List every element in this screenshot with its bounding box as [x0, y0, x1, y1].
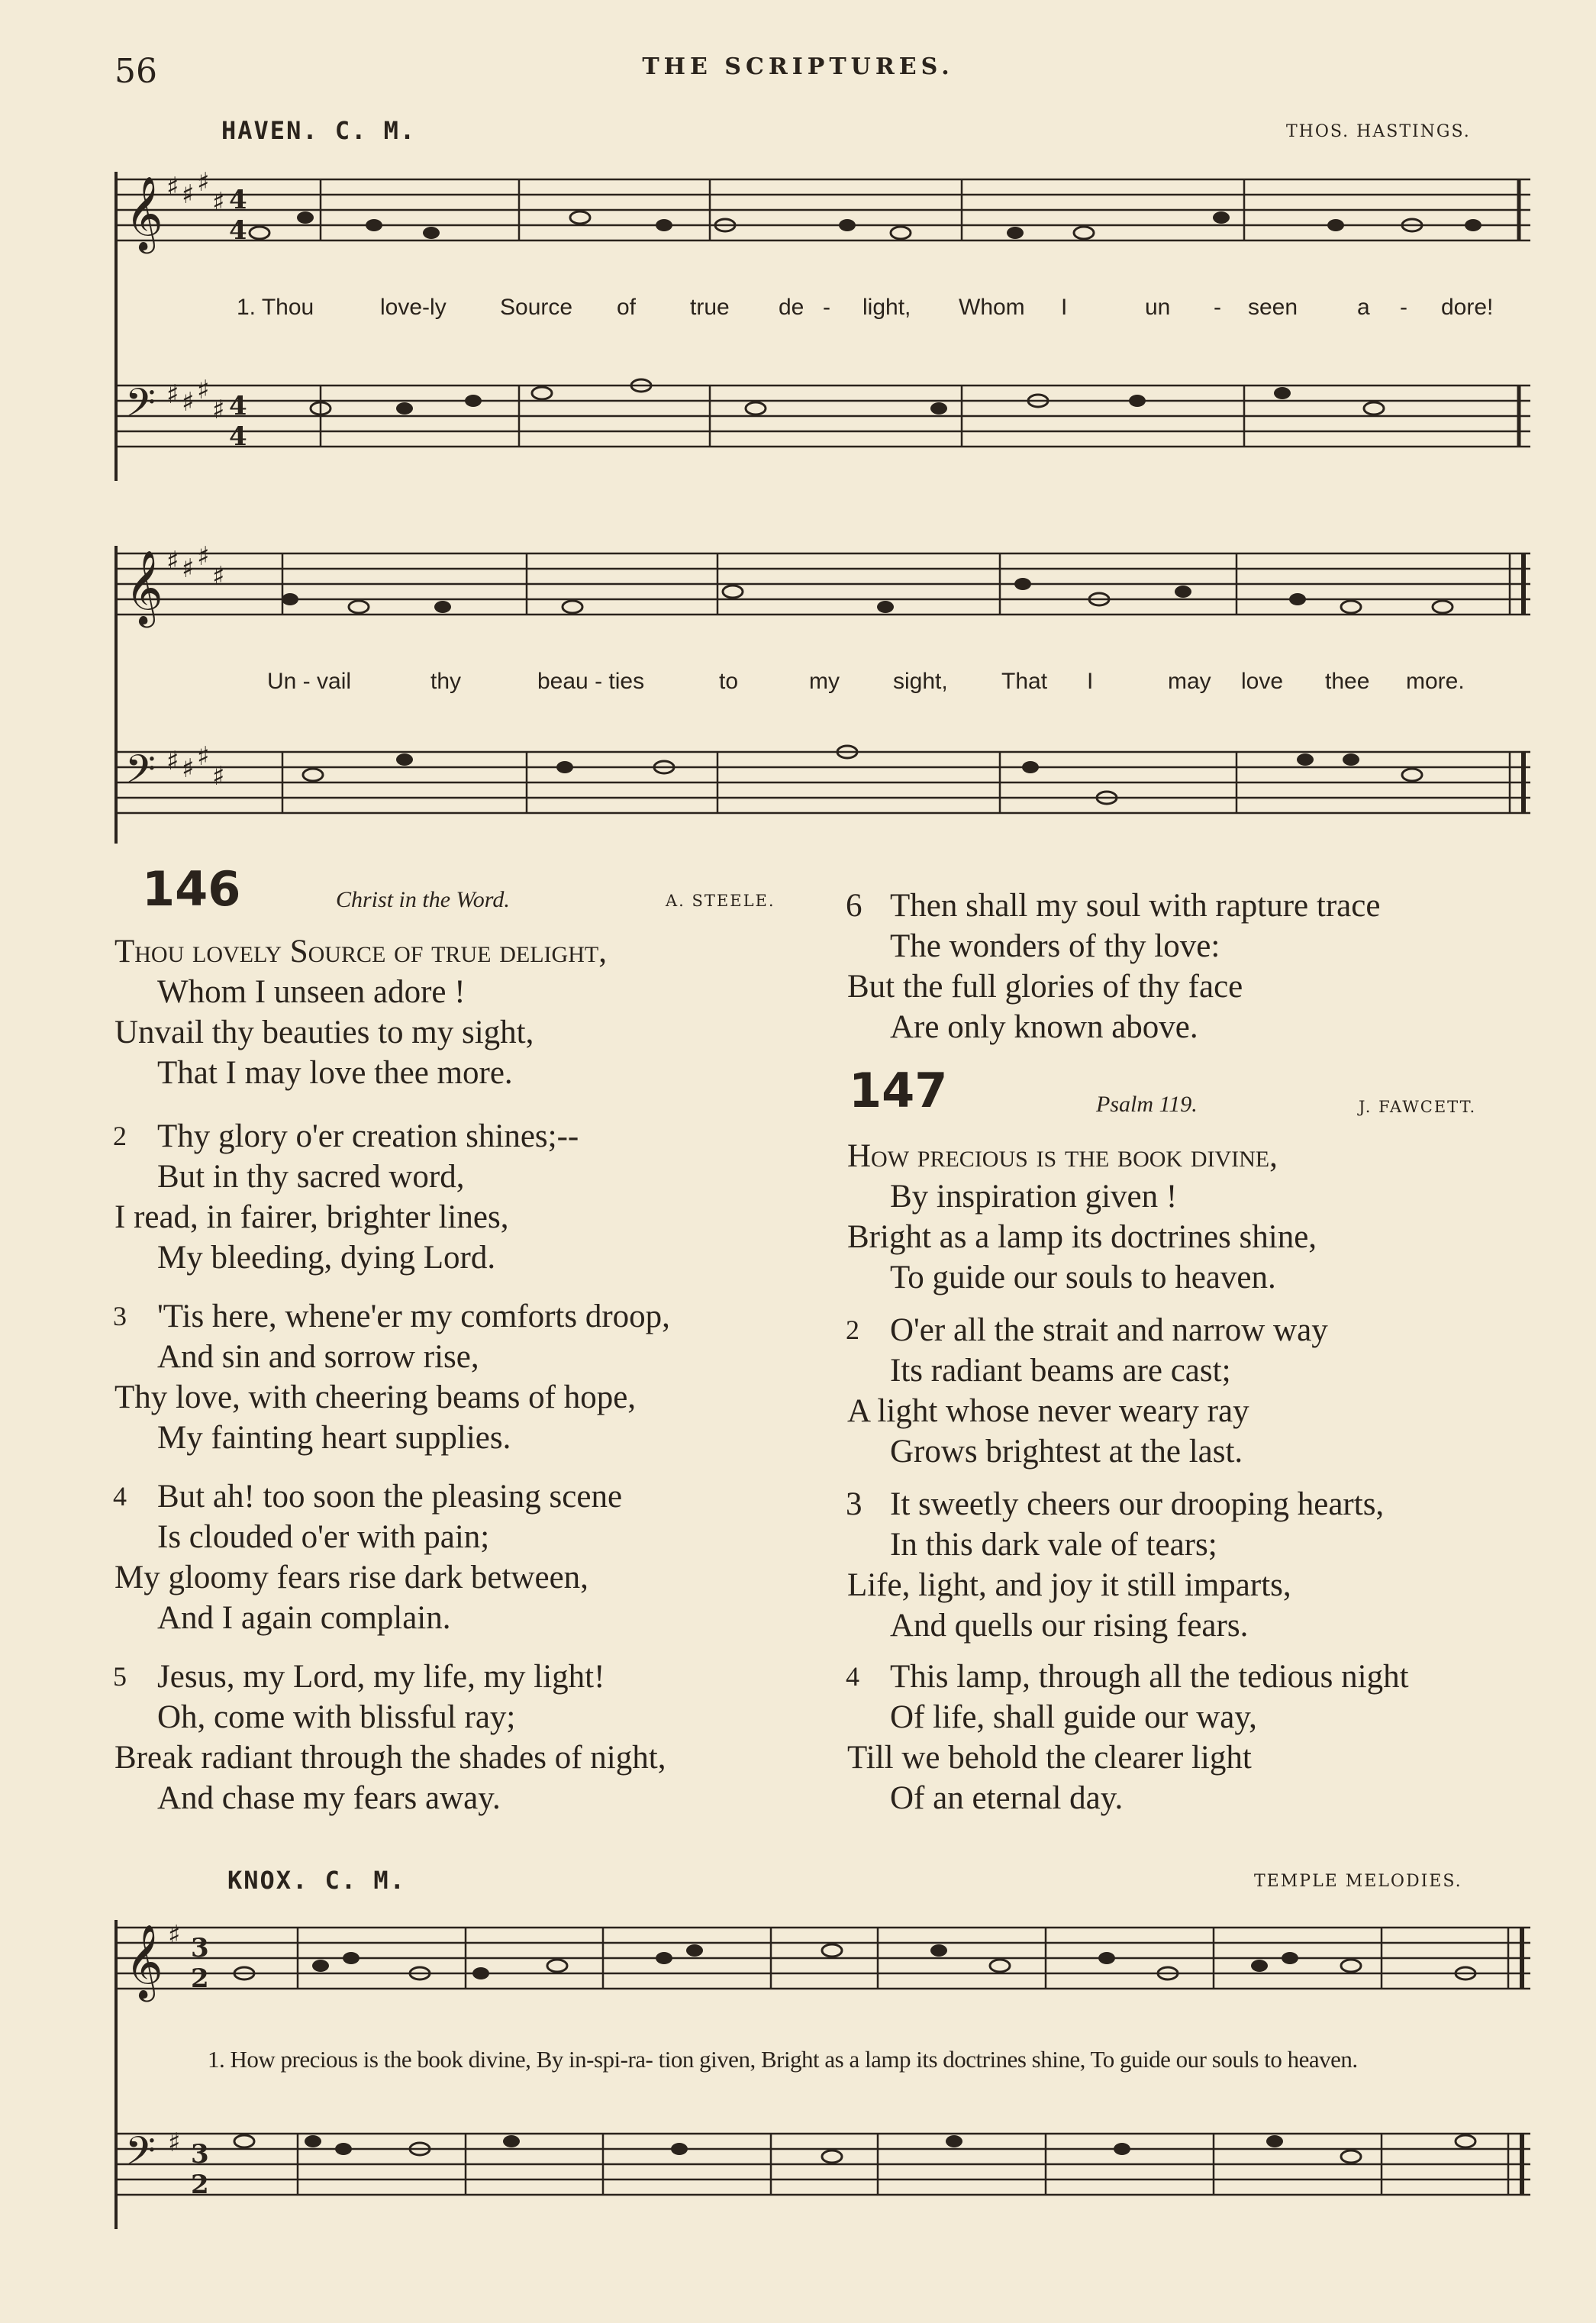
hymn146-stanza-1: [114, 931, 607, 1093]
verse-line: Whom I unseen adore !: [157, 974, 466, 1010]
stanza-number: 3: [113, 1301, 127, 1331]
lyric-syllable: more.: [1406, 669, 1465, 694]
svg-text:♯: ♯: [197, 167, 210, 198]
svg-text:♯: ♯: [166, 746, 179, 776]
lyric-syllable: thee: [1325, 669, 1370, 694]
verse-line: And I again complain.: [157, 1600, 451, 1636]
verse-line: My bleeding, dying Lord.: [157, 1240, 496, 1276]
svg-text:𝄞: 𝄞: [125, 1924, 163, 1999]
svg-text:𝄢: 𝄢: [125, 379, 156, 435]
svg-text:3: 3: [191, 1933, 209, 1963]
svg-text:♯: ♯: [166, 379, 179, 410]
svg-text:𝄞: 𝄞: [125, 550, 163, 624]
verse-line: It sweetly cheers our drooping hearts,: [890, 1486, 1385, 1522]
svg-text:4: 4: [229, 215, 247, 246]
lyric-syllable: to: [719, 669, 739, 694]
lyric-syllable: un: [1145, 295, 1171, 320]
lyric-syllable: light,: [862, 295, 911, 320]
verse-line: By inspiration given !: [890, 1179, 1178, 1215]
verse-line: Of life, shall guide our way,: [890, 1699, 1257, 1735]
hymn147-stanza-2: [847, 1310, 1328, 1472]
hymn146-stanza-2: [114, 1116, 579, 1278]
lyric-syllable: may: [1168, 669, 1211, 694]
lyric-syllable: I: [1061, 295, 1068, 320]
verse-line: Jesus, my Lord, my life, my light!: [157, 1659, 605, 1695]
lyric-syllable: my: [809, 669, 840, 694]
lyric-syllable: of: [617, 295, 637, 320]
lyric-syllable: Un - vail: [267, 669, 352, 694]
hymn146-stanza-4: [114, 1476, 622, 1638]
verse-line: 'Tis here, whene'er my comforts droop,: [157, 1299, 670, 1334]
svg-text:𝄢: 𝄢: [125, 2128, 156, 2183]
hymn147-stanza-1: [847, 1136, 1317, 1298]
hymn-number-147: 147: [849, 1063, 948, 1118]
verse-line: This lamp, through all the tedious night: [890, 1659, 1409, 1695]
lyric-syllable: beau - ties: [537, 669, 645, 694]
verse-line: Grows brightest at the last.: [890, 1434, 1243, 1470]
lyric-syllable: true: [690, 295, 730, 320]
hymn146-stanza-6: [847, 886, 1380, 1047]
lyric-syllable: sight,: [893, 669, 948, 694]
svg-text:𝄞: 𝄞: [125, 176, 163, 250]
verse-line: Life, light, and joy it still imparts,: [847, 1567, 1291, 1603]
hymn-author-147: J. FAWCETT.: [1359, 1098, 1477, 1116]
verse-line: A light whose never weary ray: [847, 1393, 1249, 1429]
svg-text:3: 3: [191, 2139, 209, 2170]
verse-line: Of an eternal day.: [890, 1780, 1124, 1816]
hymn-number-146: 146: [142, 861, 241, 917]
svg-text:♯: ♯: [182, 753, 195, 784]
verse-line: Oh, come with blissful ray;: [157, 1699, 516, 1735]
hymn146-stanza-3: [114, 1296, 670, 1458]
svg-text:2: 2: [191, 1963, 209, 1994]
stanza-number: 6: [846, 888, 862, 924]
stanza-number: 2: [846, 1315, 859, 1345]
hymn147-stanza-4: [847, 1657, 1409, 1818]
verse-line: To guide our souls to heaven.: [890, 1260, 1276, 1295]
stanza-number: 4: [113, 1481, 127, 1512]
verse-line: And chase my fears away.: [157, 1780, 501, 1816]
hymn-title-146: Christ in the Word.: [336, 887, 510, 912]
stanza-number: 3: [846, 1486, 862, 1522]
stanza-number: 5: [113, 1661, 127, 1692]
verse-line: O'er all the strait and narrow way: [890, 1312, 1328, 1348]
svg-text:4: 4: [229, 185, 247, 215]
verse-line: In this dark vale of tears;: [890, 1527, 1217, 1563]
music-system-3: [114, 1908, 1534, 2244]
stanza-number: 4: [846, 1661, 859, 1692]
verse-line: And quells our rising fears.: [890, 1608, 1249, 1644]
music-system-1: [114, 160, 1534, 489]
svg-text:𝄢: 𝄢: [125, 746, 156, 802]
verse-line: Break radiant through the shades of night,: [114, 1740, 666, 1776]
verse-line: And sin and sorrow rise,: [157, 1339, 479, 1375]
lyric-syllable: Whom: [959, 295, 1025, 320]
lyric-syllable: 1. Thou: [237, 295, 314, 320]
verse-line: But in thy sacred word,: [157, 1159, 465, 1195]
running-head: THE SCRIPTURES.: [642, 53, 954, 80]
hymn147-stanza-3: [847, 1484, 1384, 1646]
verse-line: The wonders of thy love:: [890, 928, 1220, 964]
lyric-syllable: Source: [500, 295, 573, 320]
verse-line: My gloomy fears rise dark between,: [114, 1560, 588, 1595]
svg-text:♯: ♯: [166, 172, 179, 202]
tune-composer-knox: TEMPLE MELODIES.: [1254, 1872, 1462, 1891]
lyric-syllable: dore!: [1441, 295, 1494, 320]
svg-text:♯: ♯: [212, 395, 225, 425]
lyric-syllable: a: [1357, 295, 1370, 320]
svg-text:♯: ♯: [166, 546, 179, 576]
verse-line: But ah! too soon the pleasing scene: [157, 1479, 623, 1515]
svg-text:♯: ♯: [212, 187, 225, 218]
lyric-syllable: -: [1214, 295, 1221, 320]
lyric-syllable: seen: [1248, 295, 1298, 320]
verse-line: But the full glories of thy face: [847, 969, 1243, 1005]
svg-text:4: 4: [229, 421, 247, 452]
verse-line: Thou lovely Source of true delight,: [114, 934, 607, 970]
svg-text:♯: ♯: [197, 741, 210, 772]
svg-text:♯: ♯: [197, 541, 210, 572]
svg-text:♯: ♯: [168, 2128, 181, 2158]
verse-line: Its radiant beams are cast;: [890, 1353, 1231, 1389]
hymn-author-146: A. STEELE.: [666, 892, 775, 910]
verse-line: Thy love, with cheering beams of hope,: [114, 1379, 637, 1415]
svg-text:2: 2: [191, 2170, 209, 2200]
verse-line: My fainting heart supplies.: [157, 1420, 511, 1456]
verse-line: That I may love thee more.: [157, 1055, 513, 1091]
tune-name-knox: KNOX. C. M.: [227, 1866, 406, 1895]
verse-line: Thy glory o'er creation shines;--: [157, 1118, 579, 1154]
svg-text:♯: ♯: [197, 375, 210, 405]
hymn-title-147: Psalm 119.: [1096, 1092, 1198, 1117]
lyric-syllable: That: [1001, 669, 1048, 694]
lyric-syllable: I: [1087, 669, 1094, 694]
lyric-syllable: love-ly: [380, 295, 447, 320]
svg-text:♯: ♯: [182, 553, 195, 584]
svg-text:♯: ♯: [212, 561, 225, 592]
tune2-lyrics: 1. How precious is the book divine, By in-spi-ra- tion given, Bright as a lamp its doctrines shine, To guide our souls to heaven.: [208, 2046, 1358, 2073]
page-number: 56: [114, 52, 157, 91]
svg-text:4: 4: [229, 391, 247, 421]
lyric-syllable: -: [823, 295, 830, 320]
verse-line: I read, in fairer, brighter lines,: [114, 1199, 509, 1235]
svg-text:♯: ♯: [212, 761, 225, 792]
tune-composer-haven: THOS. HASTINGS.: [1286, 122, 1471, 141]
svg-text:♯: ♯: [182, 179, 195, 210]
lyric-syllable: -: [1400, 295, 1407, 320]
lyric-syllable: thy: [430, 669, 462, 694]
verse-line: Are only known above.: [890, 1009, 1198, 1045]
stanza-number: 2: [113, 1121, 127, 1151]
tune-name-haven: HAVEN. C. M.: [221, 116, 417, 145]
verse-line: Till we behold the clearer light: [847, 1740, 1252, 1776]
lyric-syllable: love: [1241, 669, 1284, 694]
lyric-syllable: de: [779, 295, 804, 320]
verse-line: Bright as a lamp its doctrines shine,: [847, 1219, 1317, 1255]
svg-text:♯: ♯: [182, 387, 195, 418]
verse-line: Unvail thy beauties to my sight,: [114, 1015, 534, 1050]
verse-line: Is clouded o'er with pain;: [157, 1519, 490, 1555]
music-system-2: [114, 534, 1534, 855]
verse-line: Then shall my soul with rapture trace: [890, 888, 1381, 924]
verse-line: How precious is the book divine,: [847, 1138, 1278, 1174]
hymn146-stanza-5: [114, 1657, 666, 1818]
svg-text:♯: ♯: [168, 1920, 181, 1950]
